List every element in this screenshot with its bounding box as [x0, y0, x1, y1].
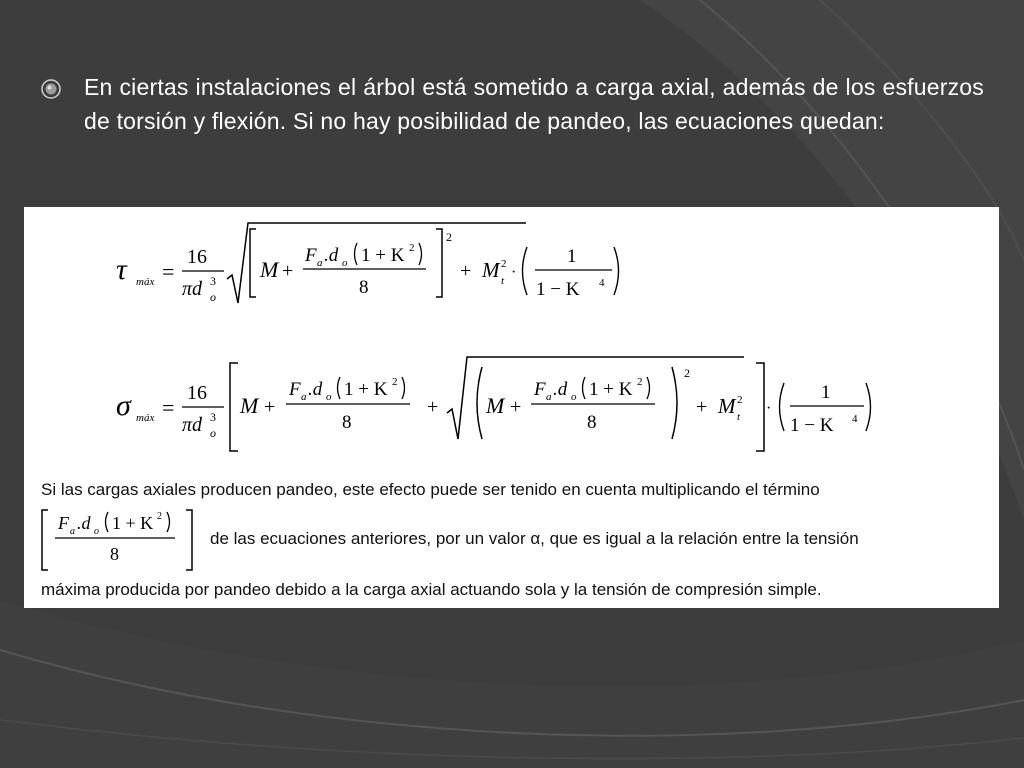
svg-text:·: ·: [766, 400, 772, 417]
tau-subscript: máx: [136, 276, 155, 288]
paragraph-line-3: máxima producida por pandeo debido a la carga axial actuando sola y la tensión de compresión simple.: [41, 580, 822, 599]
equation-tau-max: [116, 223, 619, 304]
svg-text:o: o: [326, 391, 332, 403]
den-sup-3: 3: [210, 274, 216, 288]
term-Mt-sup: 2: [501, 258, 507, 270]
term-one-plus-K: 1 + K: [361, 245, 405, 266]
svg-text:F: F: [289, 379, 301, 400]
svg-text:2: 2: [737, 394, 743, 406]
svg-text:a: a: [70, 526, 75, 537]
term-dot-d: .d: [324, 245, 339, 266]
term-F-sub-a: a: [317, 257, 323, 269]
outer-sup-2: 2: [446, 230, 452, 244]
svg-text:t: t: [737, 411, 741, 423]
sigma-subscript: máx: [136, 412, 155, 424]
svg-text:+: +: [696, 396, 708, 418]
frac-num-16: 16: [187, 246, 207, 268]
frac-K-sup-4: 4: [599, 277, 605, 289]
svg-text:16: 16: [187, 382, 207, 404]
svg-text:2: 2: [392, 376, 398, 388]
svg-text:o: o: [571, 391, 577, 403]
svg-text:πd: πd: [182, 414, 203, 436]
term-F: F: [305, 245, 317, 266]
svg-text:.d: .d: [553, 379, 568, 400]
svg-text:3: 3: [210, 410, 216, 424]
plus-sign-2: +: [460, 260, 472, 282]
svg-text:F: F: [534, 379, 546, 400]
sigma-symbol: σ: [116, 389, 131, 422]
svg-text:a: a: [546, 391, 552, 403]
svg-text:M: M: [718, 394, 736, 418]
svg-text:F: F: [58, 513, 69, 533]
svg-text:=: =: [162, 395, 175, 420]
bullet-circle-icon: [38, 76, 64, 102]
svg-text:2: 2: [684, 366, 690, 380]
frac-one: 1: [567, 246, 577, 267]
svg-text:M: M: [486, 393, 505, 418]
svg-text:2: 2: [157, 511, 162, 522]
bullet-row: [38, 70, 988, 138]
term-K-sup-2: 2: [409, 242, 415, 254]
svg-text:M: M: [240, 393, 259, 418]
svg-text:+: +: [427, 396, 439, 418]
term-Mt-sub-t: t: [501, 275, 505, 287]
den-sub-o: o: [210, 290, 216, 304]
svg-text:+: +: [264, 396, 276, 418]
term-Mt: M: [482, 258, 500, 282]
svg-text:.d: .d: [77, 513, 91, 533]
svg-text:4: 4: [852, 413, 858, 425]
svg-text:1 + K: 1 + K: [589, 379, 633, 400]
svg-text:·: ·: [511, 264, 517, 281]
inline-term: [42, 510, 192, 570]
frac-den-pid: πd: [182, 278, 203, 300]
term-M: M: [260, 257, 279, 282]
paragraph-line-1: Si las cargas axiales producen pandeo, este efecto puede ser tenido en cuenta multiplicando el término: [41, 480, 820, 499]
tau-symbol: τ: [116, 253, 127, 286]
svg-text:1 + K: 1 + K: [112, 513, 154, 533]
term-d-sub-o: o: [342, 257, 348, 269]
plus-sign: +: [282, 260, 294, 282]
svg-text:o: o: [210, 426, 216, 440]
paragraph-line-2: de las ecuaciones anteriores, por un valor α, que es igual a la relación entre la tensión: [210, 529, 859, 548]
equations-panel: [24, 207, 999, 608]
frac-one-minus-K: 1 − K: [536, 279, 580, 300]
svg-text:a: a: [301, 391, 307, 403]
svg-text:1: 1: [821, 382, 831, 403]
term-eight: 8: [359, 277, 369, 298]
svg-text:1 − K: 1 − K: [790, 415, 834, 436]
svg-text:+: +: [510, 396, 522, 418]
svg-text:8: 8: [110, 544, 119, 564]
svg-text:o: o: [94, 526, 99, 537]
svg-text:8: 8: [587, 412, 597, 433]
svg-text:8: 8: [342, 412, 352, 433]
equals-sign: =: [162, 259, 175, 284]
svg-text:1 + K: 1 + K: [344, 379, 388, 400]
svg-text:2: 2: [637, 376, 643, 388]
svg-text:.d: .d: [308, 379, 323, 400]
bullet-text: En ciertas instalaciones el árbol está sometido a carga axial, además de los esfuerzos de torsión y flexión. Si no hay posibilidad de pandeo, las ecuaciones quedan:: [84, 74, 984, 134]
equation-sigma-max: [116, 357, 871, 451]
